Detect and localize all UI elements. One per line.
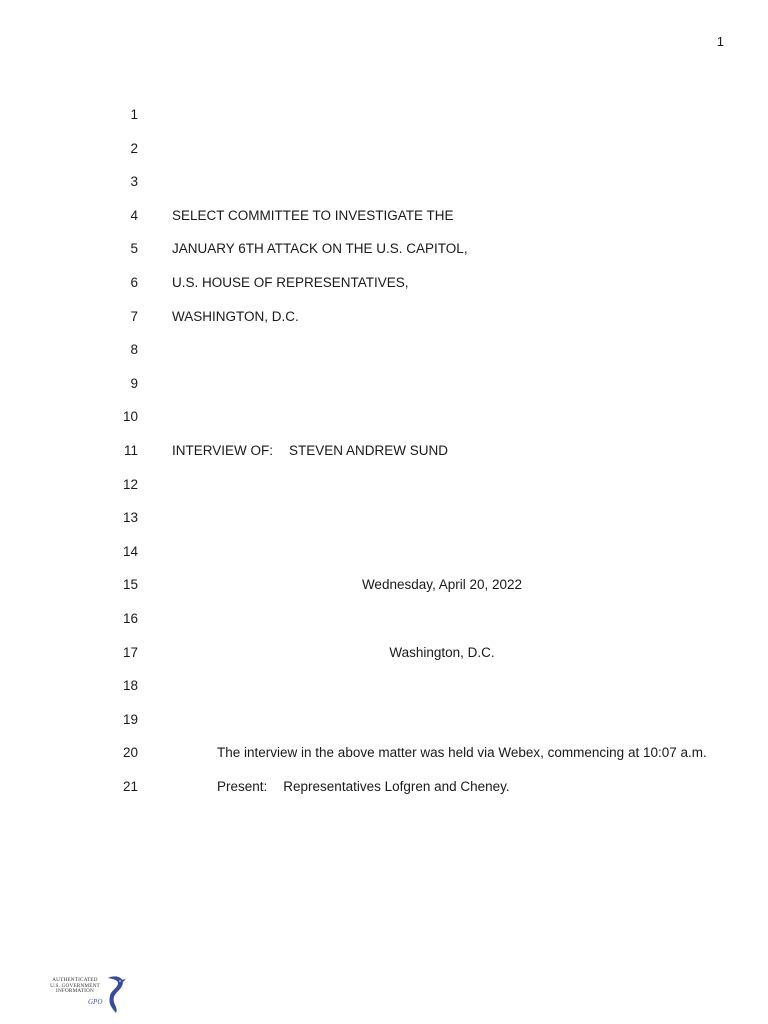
line-number: 10 [122, 409, 138, 425]
line-number: 17 [122, 644, 138, 660]
committee-title-line-4: WASHINGTON, D.C. [172, 308, 299, 324]
gpo-mark: GPO [88, 998, 103, 1006]
transcript-line [0, 709, 768, 743]
interview-location: Washington, D.C. [389, 644, 495, 660]
line-number: 14 [122, 543, 138, 559]
transcript [0, 104, 768, 809]
line-number: 21 [122, 778, 138, 794]
line-number: 20 [122, 745, 138, 761]
line-number: 16 [122, 610, 138, 626]
gpo-authentication-seal [44, 972, 128, 1016]
line-number: 1 [130, 107, 138, 122]
line-number: 6 [130, 274, 138, 290]
transcript-line [0, 675, 768, 709]
transcript-line [0, 574, 768, 608]
seal-text [44, 978, 106, 995]
transcript-line [0, 104, 768, 138]
seal-text-line: INFORMATION [56, 988, 94, 995]
line-number: 11 [123, 442, 138, 458]
line-number: 15 [122, 577, 138, 593]
seal-text-line: AUTHENTICATED [52, 977, 98, 983]
transcript-line [0, 507, 768, 541]
present-line [217, 776, 510, 798]
transcript-line [0, 373, 768, 407]
interviewee-name: STEVEN ANDREW SUND [289, 442, 449, 458]
transcript-line [0, 440, 768, 474]
line-number: 7 [130, 308, 138, 324]
transcript-line [0, 339, 768, 373]
transcript-line [0, 171, 768, 205]
line-number: 9 [130, 375, 138, 391]
transcript-line [0, 642, 768, 676]
line-number: 5 [130, 241, 138, 257]
transcript-line [0, 776, 768, 810]
interview-statement: The interview in the above matter was held via Webex, commencing at 10:07 a.m. [217, 745, 707, 761]
line-number: 8 [130, 342, 138, 358]
line-number: 2 [130, 140, 138, 156]
committee-title-line-1: SELECT COMMITTEE TO INVESTIGATE THE [172, 207, 454, 223]
present-names: Representatives Lofgren and Cheney. [283, 778, 510, 794]
seal-text-line: U.S. GOVERNMENT [50, 982, 100, 989]
transcript-line [0, 272, 768, 306]
line-number: 12 [122, 476, 138, 492]
eagle-icon [102, 974, 128, 1014]
interview-of-line [172, 440, 448, 462]
page-number: 1 [716, 34, 724, 49]
committee-title-line-3: U.S. HOUSE OF REPRESENTATIVES, [172, 274, 409, 290]
interview-date: Wednesday, April 20, 2022 [361, 577, 523, 593]
line-number: 19 [122, 711, 138, 727]
interview-of-label: INTERVIEW OF: [172, 442, 274, 458]
transcript-line [0, 406, 768, 440]
line-number: 3 [130, 174, 138, 190]
transcript-line [0, 742, 768, 776]
transcript-line [0, 138, 768, 172]
line-number: 4 [130, 207, 138, 223]
transcript-line [0, 306, 768, 340]
present-label: Present: [217, 778, 268, 794]
transcript-line [0, 541, 768, 575]
line-number: 13 [122, 510, 138, 526]
committee-title-line-2: JANUARY 6TH ATTACK ON THE U.S. CAPITOL, [172, 241, 468, 257]
transcript-line [0, 474, 768, 508]
transcript-line [0, 608, 768, 642]
transcript-line [0, 238, 768, 272]
line-number: 18 [122, 678, 138, 694]
transcript-line [0, 205, 768, 239]
